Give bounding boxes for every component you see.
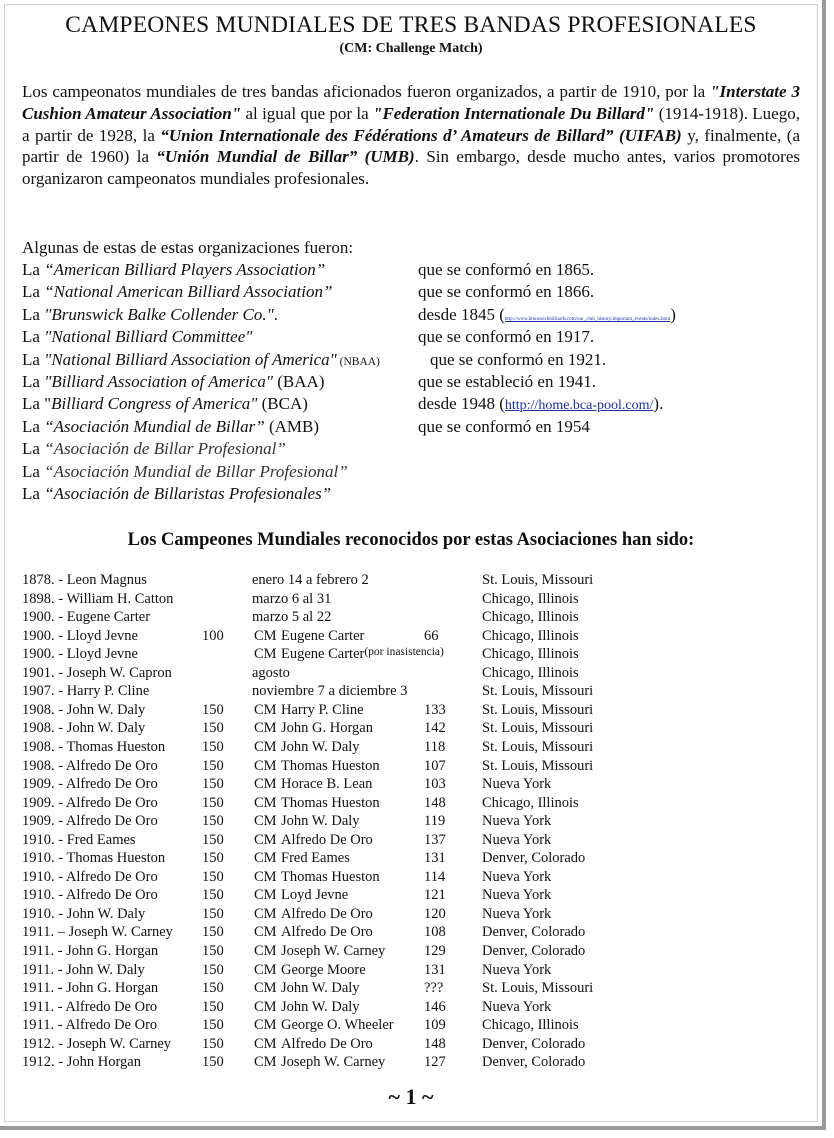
organization-name: “Asociación Mundial de Billar” — [44, 416, 265, 436]
champion-score: 150 — [202, 850, 224, 867]
champion-name: 1910. - Fred Eames — [22, 831, 136, 848]
opponent-note: (por inasistencia) — [364, 646, 444, 659]
organization-date — [418, 327, 594, 347]
opponent-score: ??? — [424, 980, 444, 997]
opponent-score: 131 — [424, 850, 446, 867]
organization-prefix: La — [22, 304, 45, 324]
champion-name: 1912. - John Horgan — [22, 1054, 141, 1071]
organization-prefix: La — [22, 484, 45, 503]
champion-name: 1910. - Alfredo De Oro — [22, 868, 158, 885]
opponent-name: Harry P. Cline — [281, 701, 364, 718]
organization-note: que se estableció en 1941. — [418, 372, 596, 391]
opponent-score: 114 — [424, 868, 446, 885]
champion-name: 1910. - John W. Daly — [22, 905, 146, 922]
organization-name: “Asociación de Billaristas Profesionales” — [44, 484, 332, 503]
intro-text-4: y, finalmente, (a partir de 1960) la — [22, 125, 800, 167]
opponent-score: 108 — [424, 924, 446, 941]
opponent-score: 148 — [424, 1035, 446, 1052]
page-subtitle: (CM: Challenge Match) — [339, 41, 483, 56]
organization-abbr: . — [273, 304, 279, 324]
organization-note: que se conformó en 1865. — [418, 260, 595, 279]
organization-note: que se conformó en 1917. — [418, 327, 595, 347]
champion-score: 150 — [202, 998, 224, 1015]
champion-name: 1900. - Lloyd Jevne — [22, 646, 138, 663]
opponent-score: 119 — [424, 813, 446, 830]
match-location: Denver, Colorado — [482, 1054, 586, 1071]
champion-name: 1911. – Joseph W. Carney — [22, 924, 173, 941]
challenge-match-tag: CM — [254, 831, 277, 848]
match-location: Nueva York — [482, 887, 552, 904]
intro-org-1: "Interstate 3 Cushion Amateur Association" — [22, 82, 800, 123]
opponent-score: 120 — [424, 905, 446, 922]
champion-score: 150 — [202, 943, 224, 959]
challenge-match-tag: CM — [254, 961, 277, 978]
champion-score: 150 — [202, 794, 224, 811]
organization-row — [22, 394, 308, 414]
champion-name: 1911. - Alfredo De Oro — [22, 998, 158, 1015]
champion-name: 1911. - John W. Daly — [22, 961, 145, 978]
match-location: Chicago, Illinois — [482, 794, 579, 811]
organization-abbr: (NBAA) — [336, 355, 380, 368]
champion-name: 1910. - Alfredo De Oro — [22, 887, 158, 904]
champion-score: 150 — [202, 961, 224, 978]
champion-score: 150 — [202, 831, 224, 848]
champion-score: 150 — [202, 887, 224, 904]
organization-prefix: La — [22, 372, 45, 391]
match-location: St. Louis, Missouri — [482, 738, 594, 755]
champion-score: 150 — [202, 720, 224, 737]
challenge-match-tag: CM — [254, 998, 277, 1015]
challenge-match-tag: CM — [254, 813, 277, 830]
match-location: St. Louis, Missouri — [482, 980, 594, 997]
champion-name: 1909. - Alfredo De Oro — [22, 794, 158, 811]
match-location: Nueva York — [482, 868, 552, 885]
organization-name: “Asociación de Billar Profesional” — [44, 439, 286, 459]
opponent-score: 103 — [424, 776, 446, 793]
organization-name: “National American Billiard Association” — [44, 282, 333, 302]
opponent-name: Thomas Hueston — [281, 757, 380, 774]
match-location: Nueva York — [482, 905, 552, 922]
champion-score: 150 — [202, 757, 224, 774]
opponent-name: Alfredo De Oro — [281, 1035, 373, 1052]
champion-name: 1908. - Alfredo De Oro — [22, 757, 158, 774]
opponent-score: 131 — [424, 961, 446, 978]
organization-row — [22, 260, 325, 280]
champion-score: 150 — [202, 776, 224, 793]
organization-row — [22, 350, 380, 370]
match-location: Nueva York — [482, 998, 552, 1015]
organization-name: "Brunswick Balke Collender Co." — [44, 304, 274, 324]
match-location: Nueva York — [482, 831, 552, 848]
opponent-score: 109 — [424, 1017, 446, 1034]
challenge-match-tag: CM — [254, 701, 277, 718]
champion-score: 150 — [202, 980, 224, 997]
organization-link[interactable]: http://home.bca-pool.com/ — [504, 398, 654, 414]
champion-score: 150 — [202, 868, 224, 885]
challenge-match-tag: CM — [254, 720, 277, 737]
organization-prefix: La " — [22, 394, 52, 414]
match-location: Chicago, Illinois — [482, 1017, 579, 1034]
organization-note: desde 1845 ( — [418, 304, 505, 324]
champion-score: 150 — [202, 1054, 224, 1071]
opponent-name: Fred Eames — [281, 850, 350, 867]
organization-date — [418, 260, 594, 280]
organization-note: que se conformó en 1954 — [418, 416, 590, 436]
organization-date — [418, 394, 663, 414]
opponent-name: John W. Daly — [281, 980, 360, 997]
organization-prefix: La — [22, 461, 45, 481]
organization-row — [22, 327, 252, 347]
organization-row — [22, 417, 319, 437]
event-dates: agosto — [252, 664, 290, 681]
opponent-name: Eugene Carter — [281, 627, 365, 644]
champions-heading: Los Campeones Mundiales reconocidos por estas Asociaciones han sido: — [127, 530, 695, 550]
organization-date — [418, 372, 596, 392]
match-location: Chicago, Illinois — [482, 627, 579, 644]
champion-name: 1901. - Joseph W. Capron — [22, 664, 172, 681]
champion-score: 100 — [202, 627, 224, 644]
intro-org-4: “Unión Mundial de Billar” (UMB) — [156, 147, 415, 167]
organization-row — [22, 439, 286, 459]
match-location: Nueva York — [482, 961, 552, 978]
opponent-name: Joseph W. Carney — [281, 1054, 386, 1071]
organization-abbr: (BAA) — [273, 372, 325, 391]
match-location: St. Louis, Missouri — [482, 701, 594, 718]
intro-text-2: al igual que por la — [241, 103, 373, 123]
match-location: Nueva York — [482, 776, 552, 793]
opponent-score: 142 — [424, 720, 446, 737]
intro-text-3: (1914-1918). Luego, a partir de 1928, la — [22, 103, 800, 145]
opponent-name: Thomas Hueston — [281, 868, 380, 885]
opponent-name: Loyd Jevne — [281, 887, 349, 904]
opponent-name: John G. Horgan — [281, 720, 373, 737]
opponent-name: George O. Wheeler — [281, 1017, 394, 1034]
challenge-match-tag: CM — [254, 868, 277, 885]
opponent-name: Horace B. Lean — [281, 776, 373, 793]
opponent-score: 66 — [424, 627, 439, 644]
opponent-name: Alfredo De Oro — [281, 831, 373, 848]
champion-score: 150 — [202, 813, 224, 830]
challenge-match-tag: CM — [254, 1035, 277, 1052]
challenge-match-tag: CM — [254, 943, 277, 959]
challenge-match-tag: CM — [254, 776, 277, 793]
event-dates: marzo 6 al 31 — [252, 590, 332, 607]
champion-name: 1912. - Joseph W. Carney — [22, 1035, 172, 1052]
organization-prefix: La — [22, 260, 45, 279]
opponent-score: 133 — [424, 701, 446, 718]
organization-abbr: (BCA) — [257, 394, 308, 414]
champion-name: 1909. - Alfredo De Oro — [22, 776, 158, 793]
organization-abbr: (AMB) — [264, 416, 320, 436]
match-location: St. Louis, Missouri — [482, 720, 594, 737]
organization-date — [418, 417, 590, 437]
organization-prefix: La — [22, 439, 45, 459]
organization-note: que se conformó en 1921. — [430, 349, 607, 369]
challenge-match-tag: CM — [254, 980, 277, 997]
intro-paragraph — [22, 81, 800, 190]
opponent-name: John W. Daly — [281, 813, 360, 830]
match-location: St. Louis, Missouri — [482, 683, 594, 700]
organization-prefix: La — [22, 282, 45, 302]
intro-text-1: Los campeonatos mundiales de tres bandas aficionados fueron organizados, a partir de 1910, por la — [22, 82, 711, 101]
organization-name: “American Billiard Players Association” — [44, 260, 326, 279]
intro-org-2: "Federation Internationale Du Billard" — [373, 103, 655, 123]
match-location: St. Louis, Missouri — [482, 572, 594, 588]
organization-date — [418, 305, 676, 325]
opponent-name: Alfredo De Oro — [281, 905, 373, 922]
champion-name: 1911. - John G. Horgan — [22, 943, 159, 959]
champion-name: 1911. - John G. Horgan — [22, 980, 159, 997]
organizations-heading: Algunas de estas de estas organizaciones fueron: — [22, 238, 354, 257]
organization-row — [22, 305, 278, 325]
intro-org-3: “Union Internationale des Fédérations d’ Amateurs de Billard” (UIFAB) — [160, 125, 682, 145]
organization-prefix: La — [22, 327, 45, 347]
event-dates: marzo 5 al 22 — [252, 609, 332, 626]
challenge-match-tag: CM — [254, 850, 277, 867]
organization-row — [22, 484, 331, 504]
organization-note-end: ). — [653, 394, 664, 414]
champion-name: 1908. - Thomas Hueston — [22, 738, 166, 755]
organization-note-end: ) — [670, 304, 676, 324]
challenge-match-tag: CM — [254, 1017, 277, 1034]
opponent-name: Thomas Hueston — [281, 794, 380, 811]
match-location: Denver, Colorado — [482, 924, 586, 941]
champion-name: 1910. - Thomas Hueston — [22, 850, 166, 867]
organization-row — [22, 462, 348, 482]
organization-name: Billiard Congress of America" — [51, 394, 258, 414]
organization-link[interactable]: http://www.brunswickbilliards.com/our_club_history/important_events/index.html — [504, 316, 671, 322]
match-location: Chicago, Illinois — [482, 609, 579, 626]
champion-name: 1900. - Eugene Carter — [22, 609, 151, 626]
match-location: Chicago, Illinois — [482, 664, 579, 681]
opponent-name: John W. Daly — [281, 738, 360, 755]
organization-row — [22, 282, 332, 302]
champion-score: 150 — [202, 1017, 224, 1034]
challenge-match-tag: CM — [254, 1054, 277, 1071]
opponent-score: 137 — [424, 831, 446, 848]
challenge-match-tag: CM — [254, 627, 277, 644]
champion-name: 1911. - Alfredo De Oro — [22, 1017, 158, 1034]
opponent-score: 127 — [424, 1054, 446, 1071]
opponent-score: 121 — [424, 887, 446, 904]
opponent-score: 118 — [424, 738, 446, 755]
challenge-match-tag: CM — [254, 738, 277, 755]
opponent-name: John W. Daly — [281, 998, 360, 1015]
challenge-match-tag: CM — [254, 646, 277, 663]
challenge-match-tag: CM — [254, 887, 277, 904]
organization-name: "Billiard Association of America" — [44, 372, 274, 391]
opponent-score: 129 — [424, 943, 446, 959]
organization-row — [22, 372, 324, 392]
opponent-score: 148 — [424, 794, 446, 811]
opponent-name: Joseph W. Carney — [281, 943, 386, 959]
challenge-match-tag: CM — [254, 924, 277, 941]
champion-score: 150 — [202, 905, 224, 922]
match-location: Chicago, Illinois — [482, 590, 579, 607]
opponent-name: Eugene Carter (por inasistencia) — [281, 646, 444, 663]
page-title: CAMPEONES MUNDIALES DE TRES BANDAS PROFESIONALES — [65, 12, 757, 38]
organization-date — [430, 350, 606, 370]
intro-text-5: . Sin embargo, desde mucho antes, varios promotores organizaron campeonatos mundiales profesionales. — [22, 147, 800, 189]
champion-name: 1908. - John W. Daly — [22, 701, 146, 718]
challenge-match-tag: CM — [254, 905, 277, 922]
event-dates: noviembre 7 a diciembre 3 — [252, 683, 408, 700]
match-location: Chicago, Illinois — [482, 646, 579, 663]
event-dates: enero 14 a febrero 2 — [252, 572, 369, 588]
organization-prefix: La — [22, 416, 45, 436]
organization-name: "National Billiard Committee" — [44, 327, 253, 347]
organization-note: que se conformó en 1866. — [418, 282, 595, 302]
opponent-score: 107 — [424, 757, 446, 774]
champion-score: 150 — [202, 1035, 224, 1052]
opponent-score: 146 — [424, 998, 446, 1015]
champion-score: 150 — [202, 924, 224, 941]
opponent-name: George Moore — [281, 961, 366, 978]
champion-name: 1908. - John W. Daly — [22, 720, 146, 737]
match-location: Denver, Colorado — [482, 943, 586, 959]
champion-name: 1878. - Leon Magnus — [22, 572, 147, 588]
page-number: ~ 1 ~ — [388, 1084, 434, 1109]
opponent-name: Alfredo De Oro — [281, 924, 373, 941]
champion-name: 1900. - Lloyd Jevne — [22, 627, 138, 644]
champion-score: 150 — [202, 701, 224, 718]
challenge-match-tag: CM — [254, 757, 277, 774]
match-location: Denver, Colorado — [482, 1035, 586, 1052]
match-location: Denver, Colorado — [482, 850, 586, 867]
organization-note: desde 1948 ( — [418, 394, 505, 414]
champion-score: 150 — [202, 738, 224, 755]
champion-name: 1909. - Alfredo De Oro — [22, 813, 158, 830]
organization-date — [418, 282, 594, 302]
match-location: Nueva York — [482, 813, 552, 830]
match-location: St. Louis, Missouri — [482, 757, 594, 774]
organization-prefix: La — [22, 349, 45, 369]
champion-name: 1898. - William H. Catton — [22, 590, 174, 607]
champion-name: 1907. - Harry P. Cline — [22, 683, 150, 700]
organization-name: "National Billiard Association of America" — [44, 349, 337, 369]
organization-name: “Asociación Mundial de Billar Profesional” — [44, 461, 348, 481]
challenge-match-tag: CM — [254, 794, 277, 811]
